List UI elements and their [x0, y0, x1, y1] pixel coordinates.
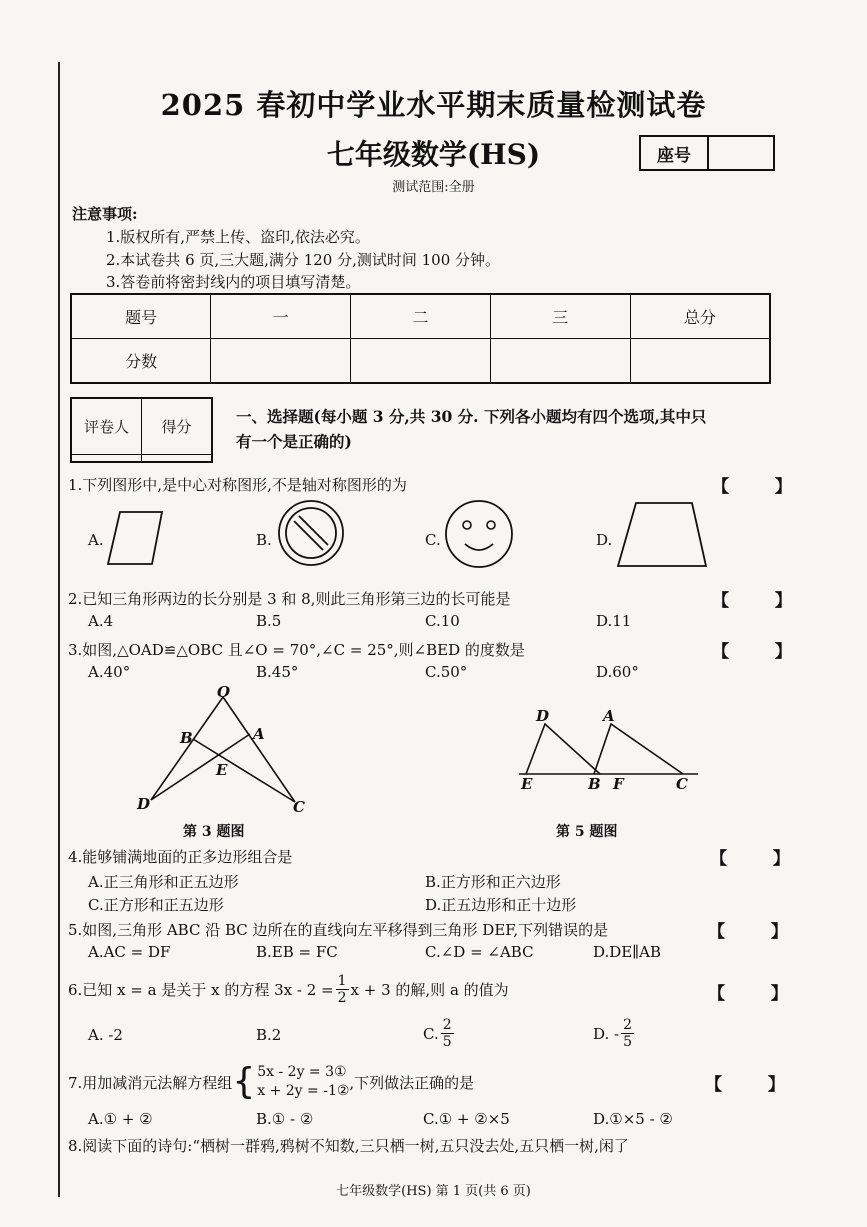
seat-number-box	[639, 135, 775, 171]
q2-option-c[interactable]: C.10	[425, 612, 460, 630]
figure-5-label: F	[613, 775, 624, 793]
q1-option-a[interactable]: A.	[88, 531, 104, 549]
grader-cell[interactable]	[71, 454, 142, 462]
table-row	[71, 454, 212, 462]
question-1-stem: 1.下列图形中,是中心对称图形,不是轴对称图形的为	[68, 476, 407, 494]
q6-option-c[interactable]	[423, 1017, 456, 1050]
answer-bracket[interactable]: 【 】	[705, 1075, 805, 1095]
score-header: 二	[351, 294, 491, 339]
figure-5-label: D	[536, 707, 550, 725]
q4-option-a[interactable]: A.正三角形和正五边形	[88, 873, 239, 891]
grader-cell[interactable]	[142, 454, 213, 462]
figure-3-label: C	[293, 798, 305, 816]
figure-5-label: A	[603, 707, 615, 725]
figure-5-caption: 第 5 题图	[556, 824, 618, 840]
parallelogram-figure	[105, 508, 165, 568]
q6-option-d-fraction	[621, 1017, 634, 1050]
q1-option-b[interactable]: B.	[256, 531, 272, 549]
option-letter: D. -	[593, 1024, 620, 1043]
table-row	[71, 294, 770, 339]
question-3-stem: 3.如图,△OAD≌△OBC 且∠O = 70°,∠C = 25°,则∠BED 的度数是	[68, 641, 525, 659]
answer-bracket[interactable]: 【 】	[712, 591, 812, 611]
q6-option-a[interactable]: A. -2	[88, 1026, 123, 1044]
figure-5-label: C	[676, 775, 688, 793]
section-1-line: 一、选择题(每小题 3 分,共 30 分. 下列各小题均有四个选项,其中只	[236, 407, 707, 426]
binding-margin-line	[58, 62, 60, 1197]
figure-3-label: E	[216, 761, 228, 779]
answer-bracket[interactable]: 【 】	[708, 922, 808, 942]
figure-5-label: E	[521, 775, 533, 793]
score-cell[interactable]	[211, 339, 351, 384]
seat-label: 座号	[641, 137, 709, 169]
q5-option-d[interactable]: D.DE∥AB	[593, 943, 662, 961]
q2-option-b[interactable]: B.5	[256, 612, 282, 630]
score-cell[interactable]	[490, 339, 630, 384]
prohibition-sign-figure	[276, 498, 346, 568]
score-header: 三	[490, 294, 630, 339]
seat-number-field[interactable]	[709, 137, 773, 169]
q4-option-b[interactable]: B.正方形和正六边形	[425, 873, 561, 891]
exam-title: 2025 春初中学业水平期末质量检测试卷	[160, 88, 707, 122]
score-cell[interactable]	[630, 339, 770, 384]
q1-option-c[interactable]: C.	[425, 531, 441, 549]
q6-stem-part: 6.已知 x = a 是关于 x 的方程 3x - 2 =	[68, 981, 334, 999]
q6-option-c-fraction	[441, 1017, 454, 1050]
q5-option-a[interactable]: A.AC = DF	[88, 943, 171, 961]
notes-heading: 注意事项:	[72, 205, 138, 223]
brace-icon: {	[232, 1061, 256, 1102]
q6-option-d[interactable]	[593, 1017, 636, 1050]
score-header: 总分	[630, 294, 770, 339]
table-row	[71, 339, 770, 384]
section-1-line: 有一个是正确的)	[236, 432, 352, 451]
q3-option-d[interactable]: D.60°	[596, 663, 639, 681]
q1-option-d[interactable]: D.	[596, 531, 613, 549]
q7-option-c[interactable]: C.① + ②×5	[423, 1110, 510, 1128]
answer-bracket[interactable]: 【 】	[712, 477, 812, 497]
question-2-stem: 2.已知三角形两边的长分别是 3 和 8,则此三角形第三边的长可能是	[68, 590, 511, 608]
q3-option-c[interactable]: C.50°	[425, 663, 468, 681]
equation-system	[232, 1063, 349, 1101]
q2-option-d[interactable]: D.11	[596, 612, 632, 630]
question-7-stem	[68, 1063, 474, 1101]
section-1-heading	[236, 404, 776, 454]
score-cell[interactable]	[351, 339, 491, 384]
question-4-stem: 4.能够铺满地面的正多边形组合是	[68, 848, 293, 866]
trapezoid-figure	[614, 498, 710, 570]
figure-3-label: O	[217, 683, 231, 701]
figure-3-label: B	[180, 729, 193, 747]
table-row	[71, 398, 212, 454]
question-5-stem: 5.如图,三角形 ABC 沿 BC 边所在的直线向左平移得到三角形 DEF,下列错误的是	[68, 921, 609, 939]
q2-option-a[interactable]: A.4	[88, 612, 114, 630]
grader-table	[70, 397, 213, 463]
fraction-denominator: 5	[442, 1034, 452, 1050]
fraction-numerator: 1	[337, 973, 347, 989]
q5-option-b[interactable]: B.EB = FC	[256, 943, 338, 961]
q3-option-b[interactable]: B.45°	[256, 663, 299, 681]
note-item: 1.版权所有,严禁上传、盗印,依法必究。	[106, 228, 370, 246]
q7-option-a[interactable]: A.① + ②	[88, 1110, 153, 1128]
grader-header: 得分	[142, 398, 213, 454]
q6-stem-part: x + 3 的解,则 a 的值为	[350, 981, 509, 999]
q7-stem-part: 7.用加减消元法解方程组	[68, 1073, 233, 1092]
fraction-denominator: 2	[337, 990, 347, 1006]
answer-bracket[interactable]: 【 】	[710, 849, 810, 869]
smiley-face-figure	[443, 498, 515, 570]
answer-bracket[interactable]: 【 】	[712, 642, 812, 662]
fraction-numerator: 2	[623, 1017, 633, 1033]
grader-header: 评卷人	[71, 398, 142, 454]
equation-1: 5x - 2y = 3①	[257, 1064, 347, 1080]
q4-option-d[interactable]: D.正五边形和正十边形	[425, 896, 577, 914]
note-item: 3.答卷前将密封线内的项目填写清楚。	[106, 273, 361, 291]
score-row-label: 分数	[71, 339, 211, 384]
test-scope: 测试范围:全册	[392, 180, 475, 195]
q3-option-a[interactable]: A.40°	[88, 663, 131, 681]
page-footer: 七年级数学(HS) 第 1 页(共 6 页)	[336, 1184, 531, 1199]
option-letter: C.	[423, 1024, 439, 1043]
q7-stem-part: ,下列做法正确的是	[349, 1073, 475, 1092]
figure-5-label: B	[588, 775, 601, 793]
q6-fraction	[336, 973, 349, 1006]
score-header: 题号	[71, 294, 211, 339]
q5-option-c[interactable]: C.∠D = ∠ABC	[425, 943, 534, 961]
exam-subtitle: 七年级数学(HS)	[326, 138, 541, 171]
figure-3-label: A	[253, 725, 265, 743]
q7-option-b[interactable]: B.① - ②	[256, 1110, 314, 1128]
answer-bracket[interactable]: 【 】	[708, 984, 808, 1004]
figure-3-caption: 第 3 题图	[183, 824, 245, 840]
question-8-stem: 8.阅读下面的诗句:“栖树一群鸦,鸦树不知数,三只栖一树,五只没去处,五只栖一树,闲了	[68, 1137, 629, 1155]
q6-option-b[interactable]: B.2	[256, 1026, 282, 1044]
fraction-numerator: 2	[442, 1017, 452, 1033]
score-header: 一	[211, 294, 351, 339]
score-table	[70, 293, 771, 384]
figure-3-diagram	[130, 680, 320, 820]
equation-2: x + 2y = -1②	[257, 1083, 350, 1099]
q4-option-c[interactable]: C.正方形和正五边形	[88, 896, 224, 914]
note-item: 2.本试卷共 6 页,三大题,满分 120 分,测试时间 100 分钟。	[106, 251, 501, 269]
q7-option-d[interactable]: D.①×5 - ②	[593, 1110, 673, 1128]
fraction-denominator: 5	[623, 1034, 633, 1050]
question-6-stem	[68, 973, 509, 1006]
figure-3-label: D	[137, 795, 151, 813]
